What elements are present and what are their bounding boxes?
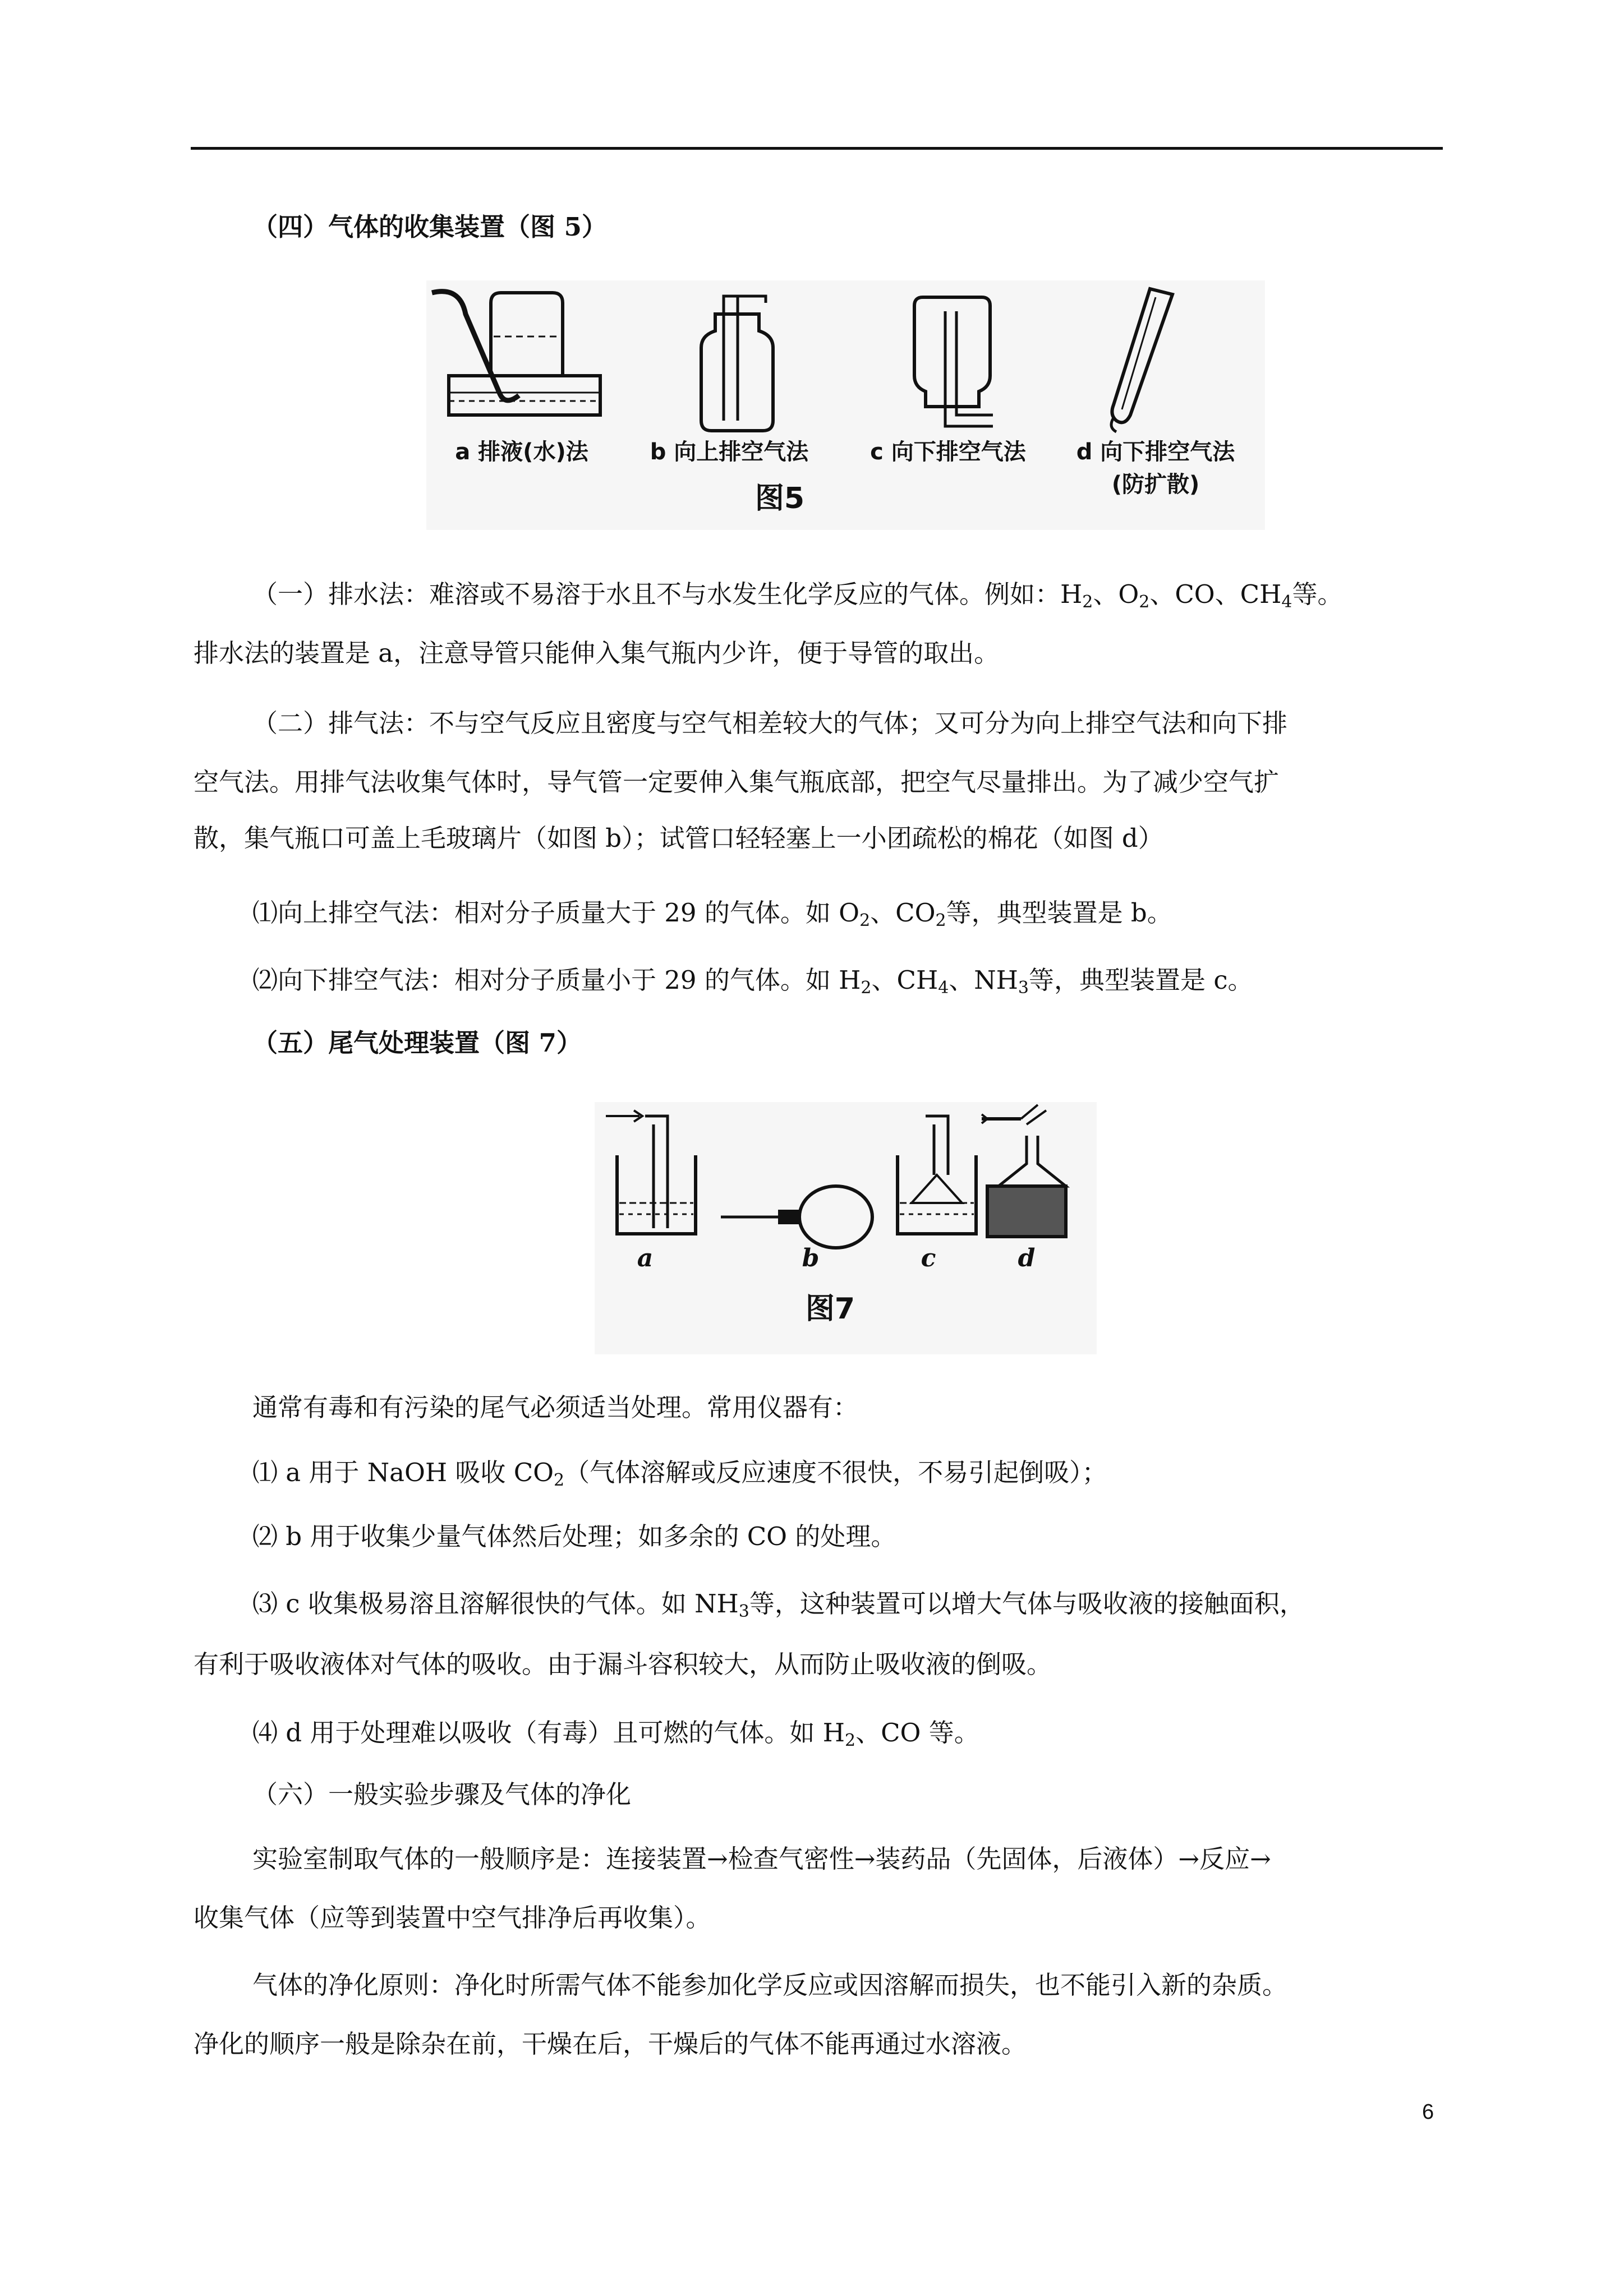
figure-7-label-b: b <box>802 1244 820 1273</box>
figure-5-label-d-note: (防扩散) <box>1111 472 1200 497</box>
figure-7-label-a: a <box>637 1244 654 1273</box>
figure-7 <box>595 1102 1097 1354</box>
section-6-title: （六）一般实验步骤及气体的净化 <box>252 1779 632 1809</box>
paragraph-air-method-line-1: （二）排气法：不与空气反应且密度与空气相差较大的气体；又可分为向上排空气法和向下排 <box>252 708 1288 738</box>
paragraph-air-method-line-3: 散，集气瓶口可盖上毛玻璃片（如图 b）；试管口轻轻塞上一小团疏松的棉花（如图 d） <box>194 823 1163 853</box>
paragraph-water-method-line-1: （一）排水法：难溶或不易溶于水且不与水发生化学反应的气体。例如：$H_2$、$O_2$、CO、$CH_4$等。 <box>252 579 1343 612</box>
figure-5 <box>426 280 1265 530</box>
figure-7-label-d: d <box>1018 1244 1036 1273</box>
header-rule <box>191 147 1443 150</box>
paragraph-tail-gas-a: ⑴ a 用于 NaOH 吸收 $CO_2$（气体溶解或反应速度不很快，不易引起倒吸）； <box>252 1458 1107 1490</box>
paragraph-procedure-line-2: 收集气体（应等到装置中空气排净后再收集）。 <box>194 1903 711 1933</box>
paragraph-procedure-line-1: 实验室制取气体的一般顺序是：连接装置→检查气密性→装药品（先固体，后液体）→反应→ <box>252 1844 1271 1874</box>
section-5-title: （五）尾气处理装置（图 7） <box>252 1028 582 1058</box>
paragraph-tail-gas-intro: 通常有毒和有污染的尾气必须适当处理。常用仪器有： <box>252 1393 859 1422</box>
paragraph-water-method-line-2: 排水法的装置是 a，注意导管只能伸入集气瓶内少许，便于导管的取出。 <box>194 638 1000 668</box>
figure-5-caption: 图5 <box>755 482 805 515</box>
figure-5-label-a: a 排液(水)法 <box>455 439 588 465</box>
figure-5-label-b: b 向上排空气法 <box>650 439 809 465</box>
figure-7-label-c: c <box>921 1244 936 1273</box>
paragraph-tail-gas-d: ⑷ d 用于处理难以吸收（有毒）且可燃的气体。如 $H_2$、CO 等。 <box>252 1718 979 1750</box>
paragraph-purification-line-2: 净化的顺序一般是除杂在前，干燥在后，干燥后的气体不能再通过水溶液。 <box>194 2029 1027 2059</box>
figure-5-label-c: c 向下排空气法 <box>870 439 1026 465</box>
figure-5-label-d: d 向下排空气法 <box>1076 439 1235 465</box>
paragraph-tail-gas-c-line-2: 有利于吸收液体对气体的吸收。由于漏斗容积较大，从而防止吸收液的倒吸。 <box>194 1649 1052 1679</box>
paragraph-purification-line-1: 气体的净化原则：净化时所需气体不能参加化学反应或因溶解而损失，也不能引入新的杂质。 <box>252 1970 1288 2000</box>
section-4-title: （四）气体的收集装置（图 5） <box>252 212 607 242</box>
paragraph-air-method-line-2: 空气法。用排气法收集气体时，导气管一定要伸入集气瓶底部，把空气尽量排出。为了减少空气扩 <box>194 767 1280 797</box>
paragraph-downward-method: ⑵向下排空气法：相对分子质量小于 29 的气体。如 $H_2$、$CH_4$、$NH_3$等，典型装置是 c。 <box>252 965 1253 998</box>
paragraph-tail-gas-c-line-1: ⑶ c 收集极易溶且溶解很快的气体。如 $NH_3$等，这种装置可以增大气体与吸收液的接触面积， <box>252 1589 1305 1621</box>
figure-7-caption: 图7 <box>805 1292 855 1326</box>
paragraph-tail-gas-b: ⑵ b 用于收集少量气体然后处理；如多余的 CO 的处理。 <box>252 1522 896 1551</box>
page-number: 6 <box>1422 2100 1434 2124</box>
paragraph-upward-method: ⑴向上排空气法：相对分子质量大于 29 的气体。如 $O_2$、$CO_2$等，典型装置是 b。 <box>252 898 1172 930</box>
